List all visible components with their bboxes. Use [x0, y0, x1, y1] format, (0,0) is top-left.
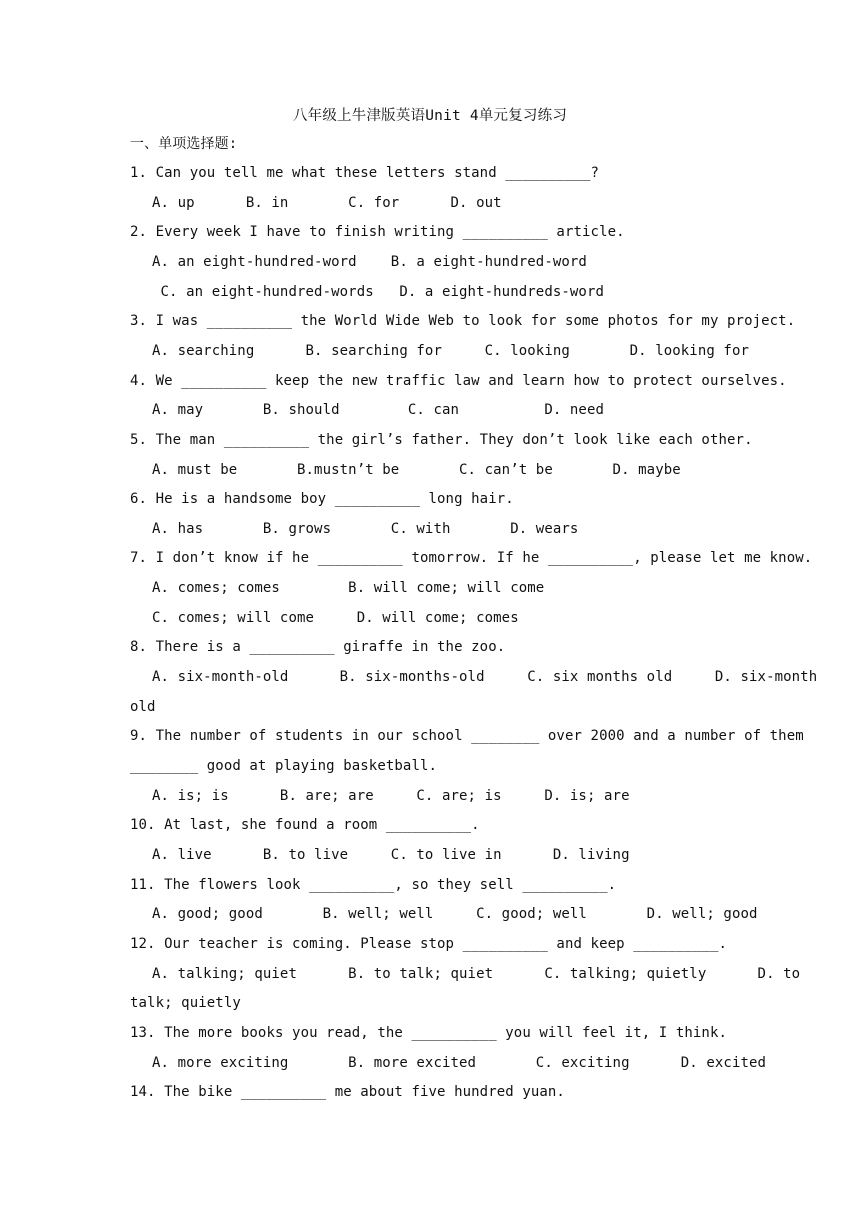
question-text: 7. I don’t know if he __________ tomorrow. If he __________, please let me know. — [130, 550, 813, 567]
question-text: old — [130, 698, 156, 715]
answer-options: A. comes; comes B. will come; will come — [152, 580, 545, 597]
question-text: 14. The bike __________ me about five hundred yuan. — [130, 1084, 565, 1101]
question-text: 9. The number of students in our school ________ over 2000 and a number of them — [130, 728, 804, 745]
question-text: 5. The man __________ the girl’s father. They don’t look like each other. — [130, 431, 753, 448]
document-title: 八年级上牛津版英语Unit 4单元复习练习 — [292, 108, 568, 124]
question-text: 1. Can you tell me what these letters stand __________? — [130, 165, 600, 181]
answer-options: A. must be B.mustn’t be C. can’t be D. maybe — [152, 461, 681, 478]
question-text: 10. At last, she found a room __________. — [130, 817, 480, 834]
answer-options: A. six-month-old B. six-months-old C. six months old D. six-month — [152, 669, 818, 686]
question-text: 11. The flowers look __________, so they sell __________. — [130, 876, 617, 893]
question-text: 3. I was __________ the World Wide Web to look for some photos for my project. — [130, 313, 796, 330]
question-text: 8. There is a __________ giraffe in the zoo. — [130, 639, 506, 656]
answer-options: A. an eight-hundred-word B. a eight-hundred-word — [152, 253, 587, 270]
answer-options: A. live B. to live C. to live in D. living — [152, 846, 630, 863]
section-heading: 一、单项选择题: — [130, 136, 238, 152]
answer-options: A. more exciting B. more excited C. exciting D. excited — [152, 1054, 767, 1071]
answer-options: A. may B. should C. can D. need — [152, 402, 605, 419]
answer-options: A. talking; quiet B. to talk; quiet C. talking; quietly D. to — [152, 965, 801, 982]
answer-options: C. an eight-hundred-words D. a eight-hundreds-word — [152, 283, 605, 300]
question-text: 6. He is a handsome boy __________ long hair. — [130, 491, 514, 508]
answer-options: A. searching B. searching for C. looking D. looking for — [152, 342, 750, 359]
question-text: ________ good at playing basketball. — [130, 758, 438, 774]
answer-options: A. up B. in C. for D. out — [152, 194, 502, 211]
question-text: 12. Our teacher is coming. Please stop __________ and keep __________. — [130, 935, 728, 952]
question-text: talk; quietly — [130, 995, 241, 1012]
question-text: 2. Every week I have to finish writing __________ article. — [130, 224, 625, 241]
answer-options: A. is; is B. are; are C. are; is D. is; are — [152, 787, 630, 804]
answer-options: A. has B. grows C. with D. wears — [152, 520, 579, 537]
answer-options: A. good; good B. well; well C. good; well D. well; good — [152, 906, 758, 923]
question-text: 13. The more books you read, the __________ you will feel it, I think. — [130, 1024, 728, 1041]
question-text: 4. We __________ keep the new traffic law and learn how to protect ourselves. — [130, 372, 787, 389]
answer-options: C. comes; will come D. will come; comes — [152, 609, 519, 626]
